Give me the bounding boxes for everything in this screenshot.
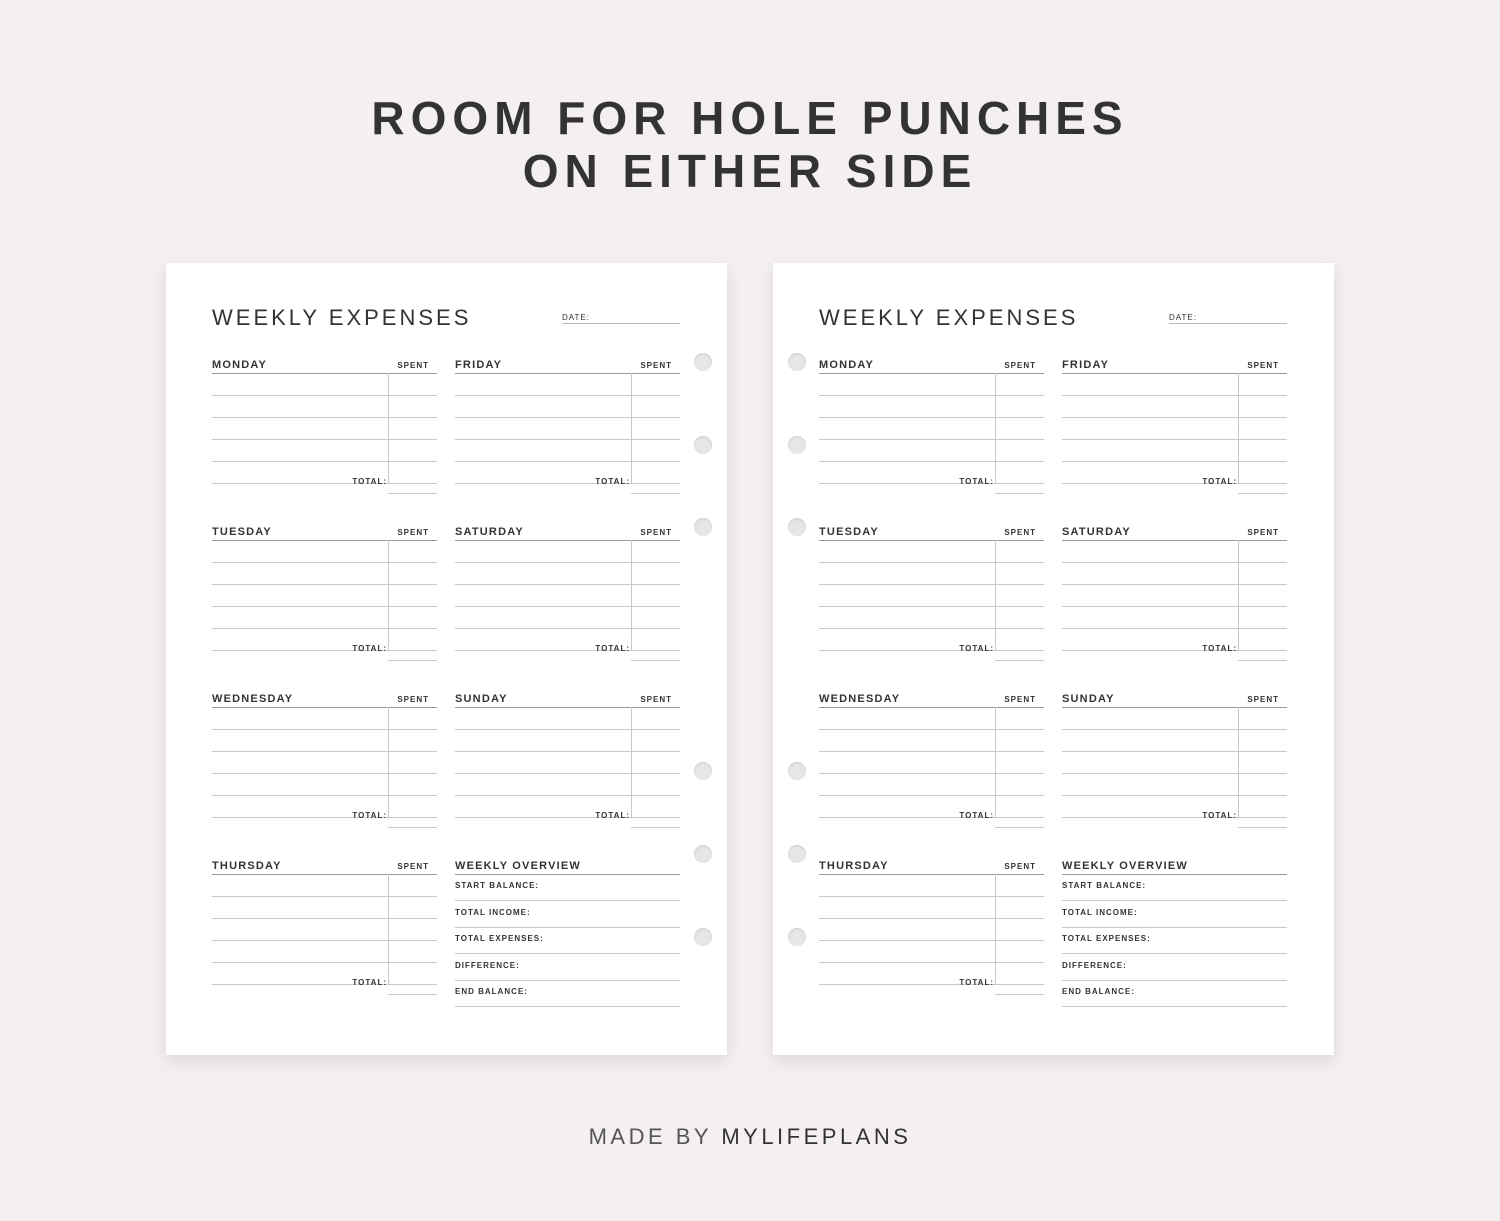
hole-punch [694, 845, 712, 863]
total-line [1238, 493, 1287, 494]
spent-column-divider [1238, 373, 1239, 483]
day-name: MONDAY [212, 359, 268, 371]
expense-row-line [212, 773, 437, 774]
spent-column-divider [1238, 707, 1239, 817]
spent-label: SPENT [640, 361, 672, 370]
day-block-wednesday [819, 693, 1044, 841]
expense-row-line [1062, 439, 1287, 440]
weekly-overview [1062, 860, 1287, 1020]
expense-row-line [212, 962, 437, 963]
expense-row-line [455, 817, 680, 818]
weekly-overview [455, 860, 680, 1020]
expense-row-line [455, 773, 680, 774]
overview-item [455, 955, 680, 981]
expense-row-line [455, 729, 680, 730]
total-label: TOTAL: [959, 811, 994, 820]
spent-column-divider [631, 373, 632, 483]
day-header-line [1062, 707, 1287, 708]
overview-item-label: TOTAL EXPENSES: [1062, 934, 1151, 943]
expense-row-line [1062, 729, 1287, 730]
day-header-line [819, 373, 1044, 374]
spent-column-divider [631, 540, 632, 650]
date-line [1169, 323, 1287, 324]
day-header-line [455, 540, 680, 541]
spent-label: SPENT [1004, 361, 1036, 370]
planner-page-right [773, 263, 1334, 1055]
day-block-monday [819, 359, 1044, 507]
day-name: FRIDAY [455, 359, 503, 371]
expense-row-line [819, 562, 1044, 563]
overview-item-label: DIFFERENCE: [455, 960, 520, 970]
spent-label: SPENT [1004, 528, 1036, 537]
total-line [1238, 660, 1287, 661]
day-block-friday [455, 359, 680, 507]
expense-row-line [819, 773, 1044, 774]
expense-row-line [212, 751, 437, 752]
overview-item [455, 875, 680, 901]
expense-row-line [455, 584, 680, 585]
hole-punch [694, 518, 712, 536]
expense-row-line [819, 650, 1044, 651]
expense-row-line [819, 417, 1044, 418]
total-line [388, 994, 437, 995]
hole-punch [788, 928, 806, 946]
day-name: SATURDAY [1062, 526, 1131, 538]
spent-label: SPENT [1004, 695, 1036, 704]
spent-label: SPENT [1004, 862, 1036, 871]
hole-punch [788, 436, 806, 454]
footer [0, 1124, 1500, 1150]
total-line [388, 493, 437, 494]
footer-prefix: MADE BY [588, 1124, 712, 1149]
expense-row-line [455, 650, 680, 651]
expense-row-line [819, 584, 1044, 585]
overview-item-label: TOTAL EXPENSES: [455, 934, 544, 943]
expense-row-line [212, 461, 437, 462]
overview-item-label: END BALANCE: [455, 987, 528, 996]
expense-row-line [819, 817, 1044, 818]
expense-row-line [1062, 628, 1287, 629]
page-title: WEEKLY EXPENSES [819, 305, 1079, 330]
overview-item-label: START BALANCE: [455, 881, 540, 890]
total-label: TOTAL: [959, 978, 994, 987]
total-line [631, 493, 680, 494]
hole-punch [694, 353, 712, 371]
expense-row-line [819, 984, 1044, 985]
day-name: MONDAY [819, 359, 875, 371]
total-label: TOTAL: [595, 477, 630, 486]
hole-punch [788, 518, 806, 536]
expense-row-line [212, 817, 437, 818]
expense-row-line [455, 439, 680, 440]
spent-column-divider [995, 707, 996, 817]
day-header-line [212, 707, 437, 708]
expense-row-line [819, 606, 1044, 607]
expense-row-line [819, 729, 1044, 730]
day-block-tuesday [819, 526, 1044, 674]
spent-label: SPENT [397, 361, 429, 370]
overview-item [455, 902, 680, 928]
day-name: THURSDAY [212, 860, 282, 872]
day-name: SUNDAY [455, 693, 508, 705]
day-block-saturday [1062, 526, 1287, 674]
day-name: FRIDAY [1062, 359, 1110, 371]
spent-label: SPENT [1247, 528, 1279, 537]
day-header-line [1062, 540, 1287, 541]
expense-row-line [1062, 606, 1287, 607]
day-name: THURSDAY [819, 860, 889, 872]
total-label: TOTAL: [959, 644, 994, 653]
expense-row-line [212, 795, 437, 796]
spent-column-divider [1238, 540, 1239, 650]
total-label: TOTAL: [352, 644, 387, 653]
expense-row-line [1062, 562, 1287, 563]
hole-punch [694, 762, 712, 780]
page-title: WEEKLY EXPENSES [212, 305, 472, 330]
day-name: SATURDAY [455, 526, 524, 538]
overview-item-label: DIFFERENCE: [1062, 960, 1127, 970]
overview-item [1062, 928, 1287, 954]
expense-row-line [212, 896, 437, 897]
overview-item [1062, 902, 1287, 928]
hole-punch [788, 353, 806, 371]
overview-item-label: TOTAL INCOME: [1062, 907, 1138, 917]
expense-row-line [1062, 461, 1287, 462]
overview-item-label: END BALANCE: [1062, 987, 1135, 996]
total-line [388, 660, 437, 661]
total-label: TOTAL: [595, 644, 630, 653]
day-block-thursday [212, 860, 437, 1008]
planner-page-left [166, 263, 727, 1055]
overview-item [1062, 955, 1287, 981]
overview-title: WEEKLY OVERVIEW [1062, 860, 1188, 872]
expense-row-line [1062, 817, 1287, 818]
expense-row-line [212, 729, 437, 730]
day-header-line [455, 373, 680, 374]
day-name: SUNDAY [1062, 693, 1115, 705]
expense-row-line [1062, 417, 1287, 418]
day-block-friday [1062, 359, 1287, 507]
total-label: TOTAL: [595, 811, 630, 820]
hole-punch [788, 762, 806, 780]
spent-column-divider [388, 540, 389, 650]
expense-row-line [455, 562, 680, 563]
spent-column-divider [388, 707, 389, 817]
total-label: TOTAL: [1202, 644, 1237, 653]
hole-punch [788, 845, 806, 863]
day-name: TUESDAY [819, 526, 879, 538]
day-block-sunday [1062, 693, 1287, 841]
expense-row-line [455, 461, 680, 462]
expense-row-line [212, 584, 437, 585]
overview-item [455, 981, 680, 1007]
day-header-line [819, 540, 1044, 541]
expense-row-line [819, 483, 1044, 484]
expense-row-line [455, 795, 680, 796]
spent-column-divider [388, 874, 389, 984]
expense-row-line [212, 439, 437, 440]
headline [0, 92, 1500, 198]
spent-column-divider [995, 373, 996, 483]
expense-row-line [455, 606, 680, 607]
day-block-monday [212, 359, 437, 507]
day-header-line [819, 707, 1044, 708]
expense-row-line [819, 962, 1044, 963]
day-name: WEDNESDAY [212, 693, 294, 705]
expense-row-line [1062, 795, 1287, 796]
total-label: TOTAL: [1202, 811, 1237, 820]
expense-row-line [1062, 395, 1287, 396]
day-name: TUESDAY [212, 526, 272, 538]
expense-row-line [212, 984, 437, 985]
total-line [388, 827, 437, 828]
total-line [995, 493, 1044, 494]
total-label: TOTAL: [1202, 477, 1237, 486]
expense-row-line [455, 483, 680, 484]
spent-label: SPENT [397, 695, 429, 704]
total-line [631, 660, 680, 661]
spent-column-divider [995, 540, 996, 650]
spent-column-divider [388, 373, 389, 483]
expense-row-line [455, 751, 680, 752]
day-header-line [1062, 373, 1287, 374]
expense-row-line [819, 795, 1044, 796]
day-block-wednesday [212, 693, 437, 841]
expense-row-line [819, 439, 1044, 440]
day-block-thursday [819, 860, 1044, 1008]
total-line [1238, 827, 1287, 828]
day-block-saturday [455, 526, 680, 674]
date-label: DATE: [562, 313, 590, 322]
date-label: DATE: [1169, 313, 1197, 322]
overview-item [1062, 981, 1287, 1007]
overview-title: WEEKLY OVERVIEW [455, 860, 581, 872]
spent-label: SPENT [397, 528, 429, 537]
expense-row-line [212, 650, 437, 651]
total-label: TOTAL: [352, 477, 387, 486]
expense-row-line [212, 562, 437, 563]
expense-row-line [819, 751, 1044, 752]
spent-column-divider [631, 707, 632, 817]
total-label: TOTAL: [959, 477, 994, 486]
day-header-line [819, 874, 1044, 875]
hole-punch [694, 436, 712, 454]
day-block-sunday [455, 693, 680, 841]
expense-row-line [819, 896, 1044, 897]
overview-item [1062, 875, 1287, 901]
expense-row-line [1062, 751, 1287, 752]
day-header-line [212, 874, 437, 875]
expense-row-line [819, 395, 1044, 396]
expense-row-line [212, 940, 437, 941]
day-header-line [212, 540, 437, 541]
expense-row-line [819, 940, 1044, 941]
expense-row-line [455, 628, 680, 629]
total-line [995, 994, 1044, 995]
spent-label: SPENT [397, 862, 429, 871]
total-line [631, 827, 680, 828]
date-line [562, 323, 680, 324]
expense-row-line [1062, 483, 1287, 484]
expense-row-line [212, 395, 437, 396]
expense-row-line [212, 417, 437, 418]
footer-brand: MYLIFEPLANS [721, 1124, 912, 1149]
expense-row-line [1062, 773, 1287, 774]
expense-row-line [212, 483, 437, 484]
headline-line-2: ON EITHER SIDE [522, 145, 978, 197]
hole-punch [694, 928, 712, 946]
expense-row-line [1062, 650, 1287, 651]
overview-item [455, 928, 680, 954]
expense-row-line [1062, 584, 1287, 585]
expense-row-line [212, 606, 437, 607]
spent-label: SPENT [640, 695, 672, 704]
total-label: TOTAL: [352, 978, 387, 987]
day-name: WEDNESDAY [819, 693, 901, 705]
day-block-tuesday [212, 526, 437, 674]
expense-row-line [212, 628, 437, 629]
spent-label: SPENT [1247, 695, 1279, 704]
spent-column-divider [995, 874, 996, 984]
spent-label: SPENT [640, 528, 672, 537]
expense-row-line [819, 918, 1044, 919]
expense-row-line [455, 395, 680, 396]
expense-row-line [819, 461, 1044, 462]
expense-row-line [455, 417, 680, 418]
spent-label: SPENT [1247, 361, 1279, 370]
expense-row-line [819, 628, 1044, 629]
headline-line-1: ROOM FOR HOLE PUNCHES [371, 92, 1129, 144]
day-header-line [212, 373, 437, 374]
overview-item-label: START BALANCE: [1062, 881, 1147, 890]
overview-item-label: TOTAL INCOME: [455, 907, 531, 917]
expense-row-line [212, 918, 437, 919]
total-label: TOTAL: [352, 811, 387, 820]
day-header-line [455, 707, 680, 708]
total-line [995, 827, 1044, 828]
total-line [995, 660, 1044, 661]
